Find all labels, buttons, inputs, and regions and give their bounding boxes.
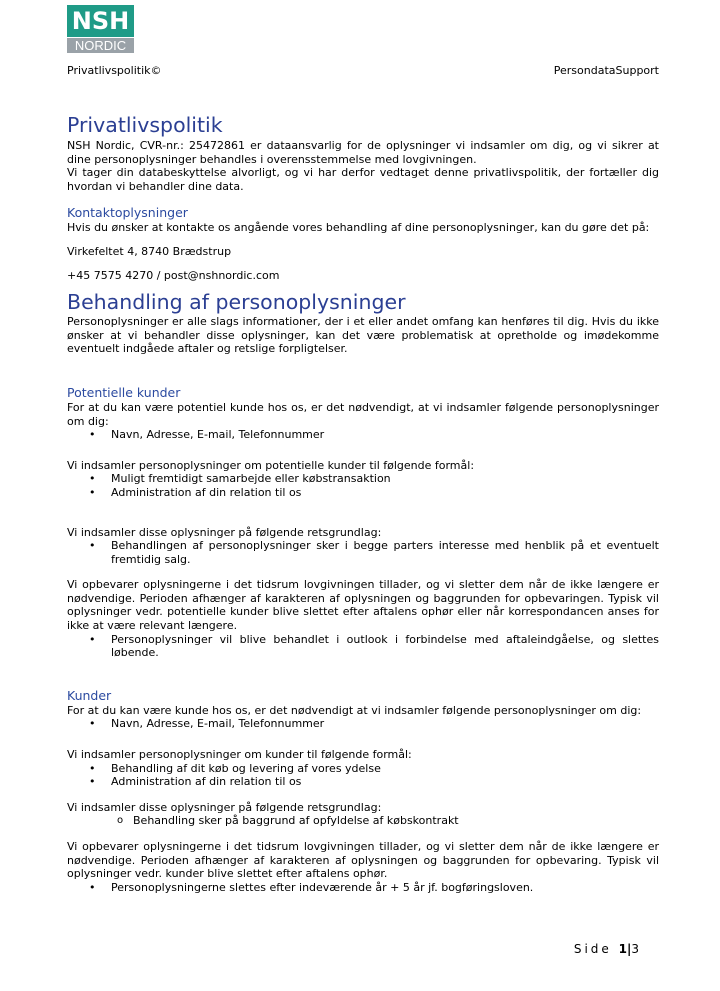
list-item: • Navn, Adresse, E-mail, Telefonnummer (67, 717, 659, 731)
contact-heading: Kontaktoplysninger (67, 205, 188, 221)
customers-purpose-list (67, 762, 659, 789)
list-item: • Personoplysninger vil blive behandlet i outlook i forbindelse med aftaleindgåelse, og slettes løbende. (67, 633, 659, 660)
page-current: 1 (618, 942, 627, 956)
processing-text: Personoplysninger er alle slags informationer, der i et eller andet omfang kan henføres til dig. Hvis du ikke ønsker at vi behandler disse oplysninger, kan det være problematisk at opretholde og imødekomme eventuelt indgåede aftaler og retslige forpligtelser. (67, 315, 659, 356)
potential-collect-list (67, 428, 659, 442)
contact-phone-email: +45 7575 4270 / post@nshnordic.com (67, 268, 280, 282)
document-content (67, 112, 659, 894)
list-item: o Behandling sker på baggrund af opfyldelse af købskontrakt (67, 814, 659, 828)
list-item: • Muligt fremtidigt samarbejde eller købstransaktion (67, 472, 659, 486)
logo-top-text: NSH (67, 5, 134, 37)
customers-heading: Kunder (67, 687, 112, 703)
customers-purpose-text: Vi indsamler personoplysninger om kunder til følgende formål: (67, 748, 412, 762)
processing-heading: Behandling af personoplysninger (67, 290, 406, 315)
potential-purpose-list (67, 472, 659, 499)
contact-text: Hvis du ønsker at kontakte os angående vores behandling af dine personoplysninger, kan du gøre det på: (67, 221, 650, 235)
potential-customers-heading: Potentielle kunder (67, 384, 181, 400)
logo-bottom-text: NORDIC (67, 38, 134, 53)
list-item: • Administration af din relation til os (67, 775, 659, 789)
list-item: • Personoplysningerne slettes efter indeværende år + 5 år jf. bogføringsloven. (67, 881, 659, 895)
page-total: 3 (631, 942, 642, 956)
contact-address: Virkefeltet 4, 8740 Brædstrup (67, 244, 232, 258)
potential-legal-text: Vi indsamler disse oplysninger på følgende retsgrundlag: (67, 525, 382, 539)
page-separator: | (626, 942, 632, 956)
customers-collect-text: For at du kan være kunde hos os, er det nødvendigt at vi indsamler følgende personoplysninger om dig: (67, 703, 642, 717)
list-item: • Behandling af dit køb og levering af vores ydelse (67, 762, 659, 776)
page-title: Privatlivspolitik (67, 113, 223, 137)
page-label: Side (573, 942, 612, 956)
customers-collect-list (67, 717, 659, 731)
intro-paragraph-1: NSH Nordic, CVR-nr.: 25472861 er dataansvarlig for de oplysninger vi indsamler om dig, og vi sikrer at dine personoplysninger behandles i overensstemmelse med lovgivningen. (67, 139, 659, 166)
customers-retention-list (67, 881, 659, 895)
header-left-text: Privatlivspolitik© (67, 64, 162, 77)
potential-retention-list (67, 633, 659, 660)
potential-purpose-text: Vi indsamler personoplysninger om potentielle kunder til følgende formål: (67, 458, 475, 472)
potential-retention-text: Vi opbevarer oplysningerne i det tidsrum lovgivningen tillader, og vi sletter dem når de ikke længere er nødvendige. Perioden afhænger af karakteren af oplysningen og baggrunden for opbevaringen. Typisk vil oplysninger vedr. potentielle kunder blive slettet efter aftalens ophør eller når korrespondancen anses for ikke at være relevant længere. (67, 578, 659, 633)
customers-legal-list (67, 814, 659, 828)
page-number (574, 942, 642, 956)
list-item: • Administration af din relation til os (67, 486, 659, 500)
nsh-nordic-logo (67, 5, 134, 53)
customers-retention-text: Vi opbevarer oplysningerne i det tidsrum lovgivningen tillader, og vi sletter dem når de ikke længere er nødvendige. Perioden afhænger af karakteren af oplysningen og baggrunden for opbevaring. Typisk vil oplysninger vedr. kunder blive slettet efter aftalens ophør. (67, 840, 659, 881)
header-right-text: PersondataSupport (553, 64, 659, 77)
potential-legal-list (67, 539, 659, 566)
potential-collect-text: For at du kan være potentiel kunde hos os, er det nødvendigt, at vi indsamler følgende personoplysninger om dig: (67, 400, 659, 428)
intro-paragraph-2: Vi tager din databeskyttelse alvorligt, og vi har derfor vedtaget denne privatlivspolitik, der fortæller dig hvordan vi behandler dine data. (67, 166, 659, 193)
customers-legal-text: Vi indsamler disse oplysninger på følgende retsgrundlag: (67, 800, 382, 814)
list-item: • Navn, Adresse, E-mail, Telefonnummer (67, 428, 659, 442)
list-item: • Behandlingen af personoplysninger sker i begge parters interesse med henblik på et eventuelt fremtidig salg. (67, 539, 659, 566)
